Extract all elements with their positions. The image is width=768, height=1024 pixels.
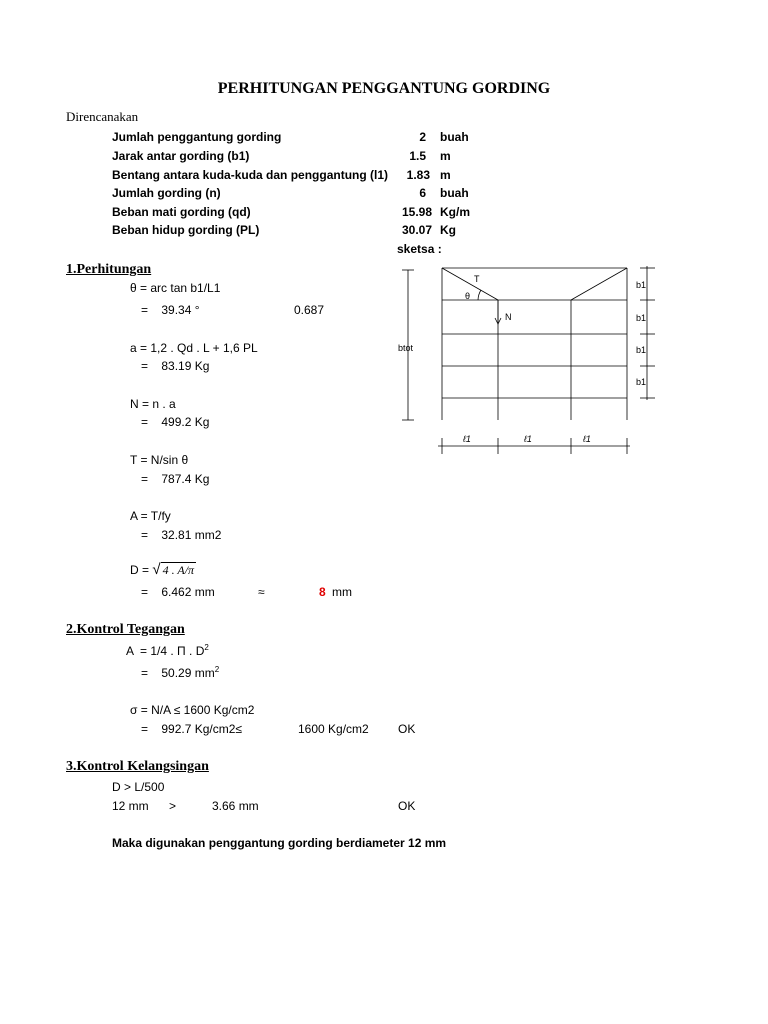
- theta-result: = 39.34 °: [141, 303, 200, 317]
- label-n: N: [505, 312, 512, 322]
- section-heading-kontrol-kelangsingan: 3.Kontrol Kelangsingan: [66, 759, 209, 774]
- area2-formula-text: A = 1/4 . Π . D: [126, 644, 205, 658]
- param-label: Jarak antar gording (b1): [112, 149, 250, 163]
- label-l1: ℓ1: [463, 434, 471, 444]
- sigma-limit: 1600 Kg/cm2: [298, 722, 369, 736]
- d-rounded-value: 8: [319, 585, 326, 599]
- param-label: Beban hidup gording (PL): [112, 223, 260, 237]
- approx-symbol: ≈: [258, 585, 265, 599]
- label-l1: ℓ1: [524, 434, 532, 444]
- param-value: 6: [419, 186, 426, 200]
- slenderness-left: 12 mm: [112, 799, 149, 813]
- param-label: Bentang antara kuda-kuda dan penggantung (l1): [112, 168, 389, 182]
- page-title: PERHITUNGAN PENGGANTUNG GORDING: [217, 80, 551, 97]
- param-value: 1.83: [406, 168, 430, 182]
- param-unit: m: [440, 149, 451, 163]
- theta-extra: 0.687: [294, 303, 325, 317]
- diagonal-right-line: [571, 268, 627, 300]
- label-b1: b1: [636, 280, 647, 290]
- a-formula: a = 1,2 . Qd . L + 1,6 PL: [130, 341, 258, 355]
- param-value: 30.07: [401, 223, 432, 237]
- section-heading-kontrol-tegangan: 2.Kontrol Tegangan: [66, 622, 185, 637]
- conclusion-text: Maka digunakan penggantung gording berdiameter 12 mm: [112, 836, 447, 850]
- area2-result-sup: 2: [214, 665, 220, 674]
- sigma-ok: OK: [398, 722, 416, 736]
- section-heading-perhitungan: 1.Perhitungan: [66, 262, 152, 277]
- label-theta: θ: [465, 291, 471, 301]
- d-formula-radicand: 4 . A/π: [162, 563, 195, 577]
- area-formula: A = T/fy: [130, 509, 171, 523]
- sketsa-label: sketsa :: [397, 242, 442, 256]
- param-unit: Kg: [440, 223, 456, 237]
- sketch-diagram: [390, 260, 670, 460]
- area2-formula: [126, 643, 209, 658]
- direncanakan-label: Direncanakan: [66, 109, 139, 124]
- label-btot: btot: [398, 343, 414, 353]
- t-result: = 787.4 Kg: [141, 472, 210, 486]
- slenderness-ok: OK: [398, 799, 416, 813]
- n-result: = 499.2 Kg: [141, 415, 210, 429]
- area2-formula-sup: 2: [204, 643, 209, 652]
- label-b1: b1: [636, 377, 647, 387]
- slenderness-rule: D > L/500: [112, 780, 165, 794]
- sigma-formula: σ = N/A ≤ 1600 Kg/cm2: [130, 703, 255, 717]
- area-result: = 32.81 mm2: [141, 528, 222, 542]
- area2-result: [141, 665, 219, 680]
- d-rounded-unit: mm: [332, 585, 352, 599]
- d-formula-prefix: D =: [130, 563, 150, 577]
- sigma-result: = 992.7 Kg/cm2≤: [141, 722, 242, 736]
- param-label: Beban mati gording (qd): [112, 205, 251, 219]
- d-result: = 6.462 mm: [141, 585, 215, 599]
- theta-formula: θ = arc tan b1/L1: [130, 281, 221, 295]
- sqrt-icon: √: [152, 561, 161, 578]
- param-value: 15.98: [401, 205, 432, 219]
- param-unit: buah: [440, 186, 469, 200]
- d-formula: [130, 562, 196, 577]
- label-l1: ℓ1: [583, 434, 591, 444]
- param-unit: buah: [440, 130, 469, 144]
- area2-result-text: = 50.29 mm: [141, 666, 215, 680]
- theta-arc-icon: [478, 290, 481, 300]
- a-result: = 83.19 Kg: [141, 359, 210, 373]
- param-value: 2: [419, 130, 426, 144]
- param-value: 1.5: [409, 149, 426, 163]
- slenderness-gt: >: [169, 799, 177, 813]
- slenderness-right: 3.66 mm: [212, 799, 259, 813]
- label-b1: b1: [636, 345, 647, 355]
- n-formula: N = n . a: [130, 397, 176, 411]
- param-label: Jumlah gording (n): [112, 186, 221, 200]
- param-label: Jumlah penggantung gording: [112, 130, 282, 144]
- label-b1: b1: [636, 313, 647, 323]
- t-formula: T = N/sin θ: [130, 453, 189, 467]
- param-unit: m: [440, 168, 451, 182]
- param-unit: Kg/m: [440, 205, 470, 219]
- label-t: T: [474, 274, 480, 284]
- sqrt-expression: [152, 562, 196, 577]
